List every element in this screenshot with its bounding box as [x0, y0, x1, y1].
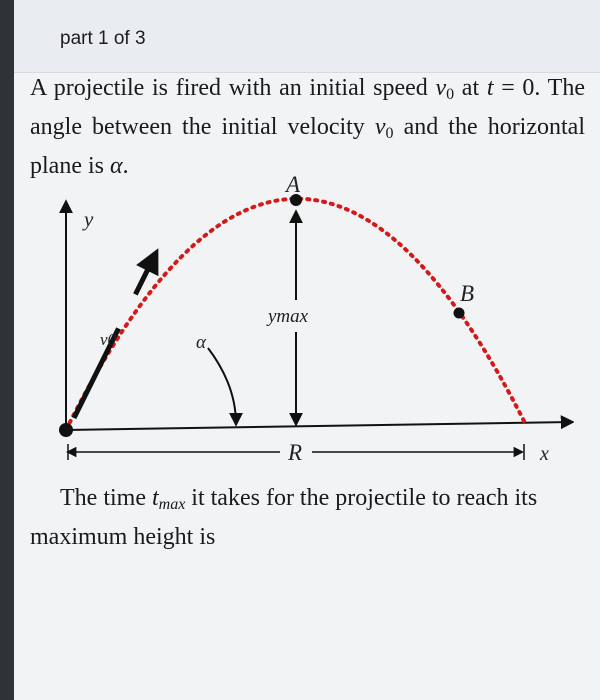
problem-statement — [30, 72, 585, 183]
tmax-variable: t — [151, 485, 159, 511]
problem-line-3-end: and the horizontal plane is — [30, 114, 585, 179]
question-end: it takes for the projectile to reach its maximum height is — [30, 485, 538, 550]
v0-variable: v — [435, 75, 447, 101]
problem-period: . — [122, 153, 129, 179]
alpha-symbol: α — [109, 153, 123, 179]
projectile-diagram — [14, 170, 574, 470]
tmax-subscript: max — [158, 496, 186, 513]
equals-zero-text: = 0. — [493, 75, 541, 101]
at-text: at — [454, 75, 487, 101]
part-header — [14, 0, 600, 73]
label-r: R — [288, 440, 303, 465]
label-x: x — [540, 443, 549, 465]
label-a: A — [286, 172, 301, 197]
problem-line-1: A projectile is fired with an initial speed — [30, 75, 428, 101]
angle-arc — [208, 348, 236, 424]
problem-line-2-rest: The angle between the initial — [30, 75, 585, 140]
label-b: B — [460, 281, 475, 306]
v0-subscript: 0 — [446, 86, 455, 103]
v0-variable-2: v — [374, 114, 386, 140]
label-v0: v0 — [100, 330, 117, 349]
part-label: part 1 of 3 — [60, 28, 146, 49]
question-text — [30, 482, 585, 554]
problem-line-3-start: velocity — [287, 114, 375, 140]
label-alpha: α — [196, 332, 206, 353]
label-y: y — [84, 207, 94, 231]
t-variable: t — [486, 75, 494, 101]
label-ymax: ymax — [268, 306, 309, 327]
launch-point — [59, 423, 73, 437]
point-b — [454, 308, 465, 319]
v0-subscript-2: 0 — [385, 125, 394, 142]
x-axis — [66, 422, 572, 430]
question-start: The time — [60, 485, 152, 511]
